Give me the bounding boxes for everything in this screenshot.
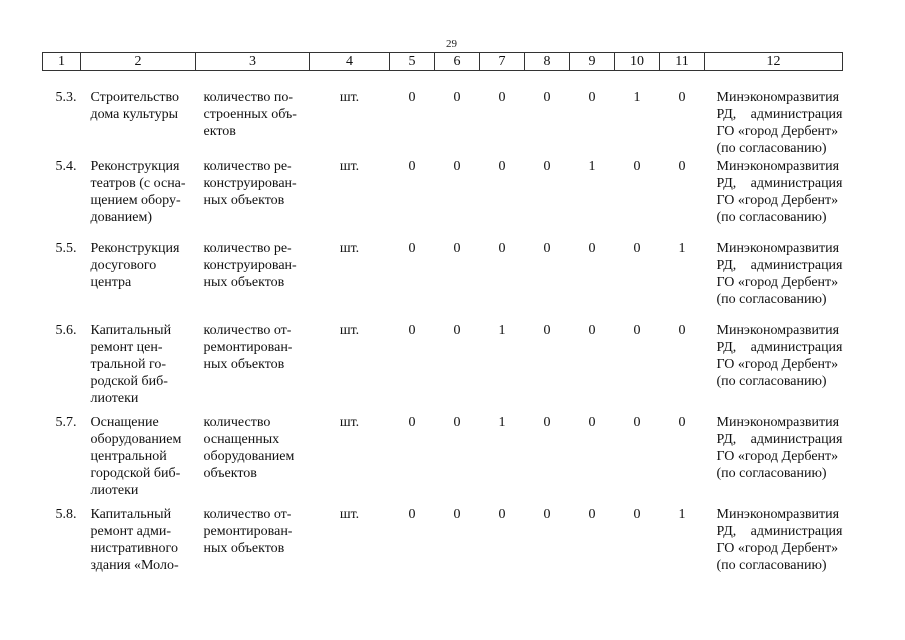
column-number-10: 10 <box>615 53 660 71</box>
responsible-party <box>705 71 843 158</box>
indicator-name-line: ных объектов <box>203 193 285 208</box>
value-col-8: 0 <box>543 159 551 174</box>
unit-cell: шт. <box>339 241 360 256</box>
indicator-name-line: ектов <box>203 124 236 139</box>
responsible-party <box>705 157 843 239</box>
activity-name-line: ремонт цен- <box>90 340 163 355</box>
indicator-name <box>196 239 310 321</box>
column-number-12: 12 <box>705 53 843 71</box>
value-col-7: 1 <box>498 415 506 430</box>
value-col-8: 0 <box>543 90 551 105</box>
unit-cell: шт. <box>339 415 360 430</box>
responsible-party <box>705 321 843 413</box>
value-col-9: 0 <box>588 90 596 105</box>
responsible-party-line: РД, администрация <box>716 258 843 273</box>
column-number-9: 9 <box>570 53 615 71</box>
table-row <box>43 157 843 239</box>
indicator-name <box>196 321 310 413</box>
responsible-party-line: РД, администрация <box>716 107 843 122</box>
responsible-party-line: РД, администрация <box>716 176 843 191</box>
value-col-9: 0 <box>588 507 596 522</box>
value-col-5: 0 <box>408 241 416 256</box>
value-col-10: 0 <box>633 415 641 430</box>
row-number: 5.8. <box>55 507 77 522</box>
activity-name <box>81 157 196 239</box>
value-col-10: 0 <box>633 159 641 174</box>
value-col-9: 0 <box>588 241 596 256</box>
activity-name-line: театров (с осна- <box>90 176 186 191</box>
indicator-name-line: ных объектов <box>203 357 285 372</box>
value-col-8: 0 <box>543 323 551 338</box>
indicator-name-line: количество ре- <box>203 159 292 174</box>
value-col-11: 0 <box>678 90 686 105</box>
activity-name-line: оборудованием <box>90 432 182 447</box>
column-number-3: 3 <box>196 53 310 71</box>
value-col-11: 1 <box>678 241 686 256</box>
activity-name-line: досугового <box>90 258 157 273</box>
responsible-party-line: (по согласованию) <box>716 141 827 156</box>
value-col-5: 0 <box>408 159 416 174</box>
column-number-11: 11 <box>660 53 705 71</box>
row-number: 5.4. <box>55 159 77 174</box>
value-col-5: 0 <box>408 90 416 105</box>
activity-name-line: Реконструкция <box>90 241 180 256</box>
row-number: 5.3. <box>55 90 77 105</box>
value-col-11: 0 <box>678 415 686 430</box>
responsible-party-line: (по согласованию) <box>716 210 827 225</box>
value-col-6: 0 <box>453 323 461 338</box>
activity-name-line: Оснащение <box>90 415 159 430</box>
value-col-11: 1 <box>678 507 686 522</box>
indicator-name-line: ных объектов <box>203 275 285 290</box>
value-col-5: 0 <box>408 323 416 338</box>
activity-name-line: тральной го- <box>90 357 167 372</box>
activity-name-line: дованием) <box>90 210 152 225</box>
activity-name-line: центра <box>90 275 132 290</box>
indicator-name <box>196 413 310 505</box>
row-number: 5.7. <box>55 415 77 430</box>
value-col-7: 1 <box>498 323 506 338</box>
activity-name <box>81 321 196 413</box>
responsible-party-line: РД, администрация <box>716 432 843 447</box>
indicator-name-line: оборудованием <box>203 449 295 464</box>
value-col-11: 0 <box>678 159 686 174</box>
value-col-6: 0 <box>453 415 461 430</box>
value-col-9: 0 <box>588 415 596 430</box>
column-number-6: 6 <box>435 53 480 71</box>
responsible-party-line: ГО «город Дербент» <box>716 275 839 290</box>
column-number-row <box>43 53 843 71</box>
responsible-party-line: Минэкономразвития <box>716 415 840 430</box>
responsible-party-line: ГО «город Дербент» <box>716 541 839 556</box>
value-col-10: 0 <box>633 507 641 522</box>
activity-name-line: здания «Моло- <box>90 558 179 573</box>
column-number-5: 5 <box>390 53 435 71</box>
unit-cell: шт. <box>339 90 360 105</box>
value-col-6: 0 <box>453 90 461 105</box>
value-col-6: 0 <box>453 507 461 522</box>
table-body <box>43 71 843 596</box>
activity-name-line: Строительство <box>90 90 179 105</box>
indicator-name <box>196 71 310 158</box>
page-number: 29 <box>446 38 457 50</box>
responsible-party-line: (по согласованию) <box>716 466 827 481</box>
responsible-party-line: (по согласованию) <box>716 292 827 307</box>
responsible-party-line: Минэкономразвития <box>716 507 840 522</box>
table-row <box>43 321 843 413</box>
value-col-7: 0 <box>498 159 506 174</box>
activity-name-line: Капитальный <box>90 323 172 338</box>
responsible-party-line: (по согласованию) <box>716 558 827 573</box>
indicator-name-line: количество по- <box>203 90 293 105</box>
indicator-name-line: количество <box>203 415 271 430</box>
value-col-8: 0 <box>543 415 551 430</box>
value-col-10: 1 <box>633 90 641 105</box>
responsible-party-line: Минэкономразвития <box>716 159 840 174</box>
column-number-1: 1 <box>43 53 81 71</box>
indicator-name-line: строенных объ- <box>203 107 297 122</box>
value-col-6: 0 <box>453 159 461 174</box>
indicator-name-line: количество от- <box>203 323 292 338</box>
responsible-party-line: Минэкономразвития <box>716 90 840 105</box>
table-header <box>43 53 843 71</box>
value-col-7: 0 <box>498 507 506 522</box>
row-number: 5.6. <box>55 323 77 338</box>
responsible-party <box>705 239 843 321</box>
responsible-party-line: Минэкономразвития <box>716 241 840 256</box>
responsible-party-line: ГО «город Дербент» <box>716 449 839 464</box>
responsible-party-line: Минэкономразвития <box>716 323 840 338</box>
table-row <box>43 71 843 158</box>
activity-name <box>81 239 196 321</box>
indicator-name-line: конструирован- <box>203 176 297 191</box>
activity-name <box>81 505 196 595</box>
value-col-9: 0 <box>588 323 596 338</box>
activity-name-line: дома культуры <box>90 107 178 122</box>
value-col-7: 0 <box>498 241 506 256</box>
responsible-party-line: ГО «город Дербент» <box>716 124 839 139</box>
value-col-8: 0 <box>543 241 551 256</box>
activity-name-line: центральной <box>90 449 167 464</box>
unit-cell: шт. <box>339 507 360 522</box>
value-col-8: 0 <box>543 507 551 522</box>
activity-name-line: щением обору- <box>90 193 181 208</box>
activity-name-line: родской биб- <box>90 374 168 389</box>
value-col-10: 0 <box>633 241 641 256</box>
indicator-name-line: количество от- <box>203 507 292 522</box>
value-col-10: 0 <box>633 323 641 338</box>
value-col-11: 0 <box>678 323 686 338</box>
table-row <box>43 413 843 505</box>
activity-name-line: ремонт адми- <box>90 524 172 539</box>
table-row <box>43 505 843 595</box>
indicator-name-line: конструирован- <box>203 258 297 273</box>
responsible-party-line: ГО «город Дербент» <box>716 193 839 208</box>
column-number-2: 2 <box>81 53 196 71</box>
indicator-name <box>196 505 310 595</box>
activity-name-line: Капитальный <box>90 507 172 522</box>
activities-table <box>42 52 843 595</box>
value-col-6: 0 <box>453 241 461 256</box>
value-col-5: 0 <box>408 415 416 430</box>
value-col-7: 0 <box>498 90 506 105</box>
table-row <box>43 239 843 321</box>
unit-cell: шт. <box>339 323 360 338</box>
responsible-party <box>705 413 843 505</box>
activity-name-line: городской биб- <box>90 466 181 481</box>
indicator-name-line: количество ре- <box>203 241 292 256</box>
indicator-name-line: оснащенных <box>203 432 280 447</box>
indicator-name <box>196 157 310 239</box>
responsible-party-line: (по согласованию) <box>716 374 827 389</box>
activity-name-line: нистративного <box>90 541 178 556</box>
indicator-name-line: объектов <box>203 466 257 481</box>
activity-name-line: лиотеки <box>90 391 139 406</box>
responsible-party-line: РД, администрация <box>716 524 843 539</box>
row-number: 5.5. <box>55 241 77 256</box>
value-col-5: 0 <box>408 507 416 522</box>
column-number-8: 8 <box>525 53 570 71</box>
responsible-party <box>705 505 843 595</box>
indicator-name-line: ремонтирован- <box>203 524 293 539</box>
unit-cell: шт. <box>339 159 360 174</box>
value-col-9: 1 <box>588 159 596 174</box>
activity-name <box>81 413 196 505</box>
responsible-party-line: ГО «город Дербент» <box>716 357 839 372</box>
indicator-name-line: ремонтирован- <box>203 340 293 355</box>
column-number-7: 7 <box>480 53 525 71</box>
activity-name-line: лиотеки <box>90 483 139 498</box>
responsible-party-line: РД, администрация <box>716 340 843 355</box>
column-number-4: 4 <box>310 53 390 71</box>
activity-name <box>81 71 196 158</box>
indicator-name-line: ных объектов <box>203 541 285 556</box>
activity-name-line: Реконструкция <box>90 159 180 174</box>
